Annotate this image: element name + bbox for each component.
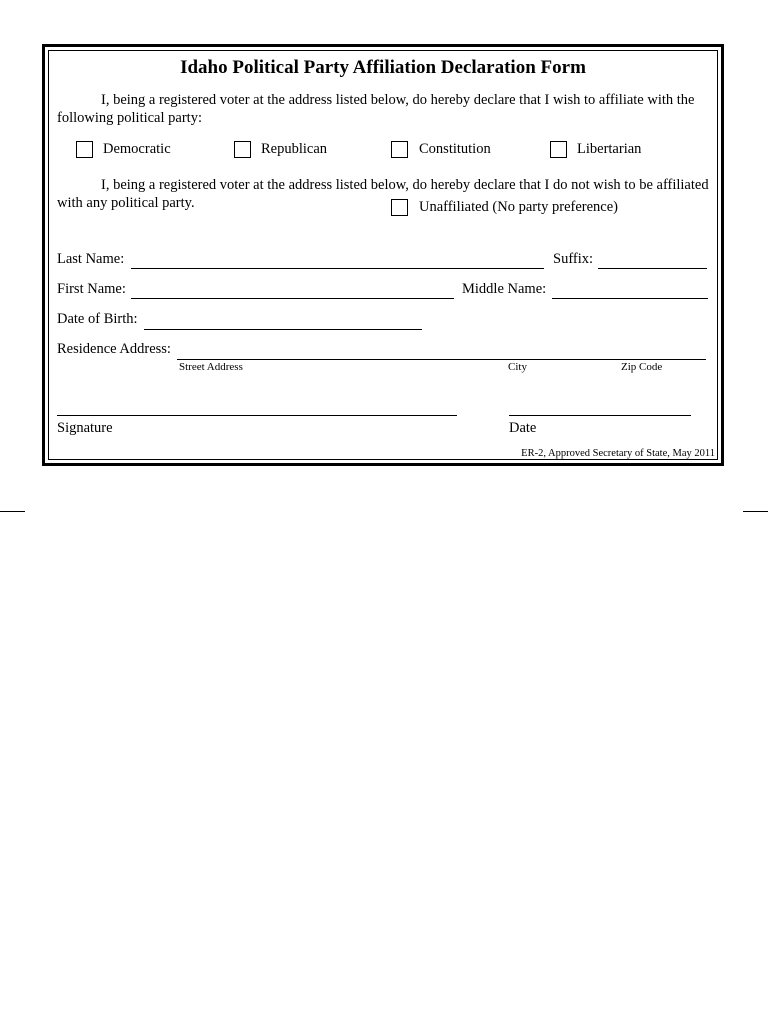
unaffiliated-statement-text: I, being a registered voter at the address listed below, do hereby declare that I do not wish to be affiliated with any political party. <box>57 177 709 211</box>
party-label-libertarian: Libertarian <box>577 141 642 157</box>
date-line[interactable] <box>509 415 691 416</box>
street-address-caption: Street Address <box>179 361 243 373</box>
date-of-birth-line[interactable] <box>144 329 422 330</box>
signature-line[interactable] <box>57 415 457 416</box>
form-card <box>42 44 724 466</box>
date-of-birth-label: Date of Birth: <box>57 311 138 327</box>
city-caption: City <box>508 361 527 373</box>
unaffiliated-label: Unaffiliated (No party preference) <box>419 199 618 215</box>
first-name-label: First Name: <box>57 281 126 297</box>
party-label-republican: Republican <box>261 141 328 157</box>
form-title: Idaho Political Party Affiliation Declaration Form <box>180 57 586 78</box>
first-name-line[interactable] <box>131 298 454 299</box>
form-footer-note: ER-2, Approved Secretary of State, May 2011 <box>521 448 715 459</box>
signature-label: Signature <box>57 420 113 436</box>
checkbox-libertarian[interactable] <box>550 141 567 158</box>
date-label: Date <box>509 420 537 436</box>
checkbox-republican[interactable] <box>234 141 251 158</box>
last-name-label: Last Name: <box>57 251 125 267</box>
party-label-constitution: Constitution <box>419 141 491 157</box>
affiliate-statement <box>57 91 712 127</box>
checkbox-constitution[interactable] <box>391 141 408 158</box>
residence-address-label: Residence Address: <box>57 341 171 357</box>
checkbox-unaffiliated[interactable] <box>391 199 408 216</box>
checkbox-democratic[interactable] <box>76 141 93 158</box>
affiliate-statement-text: I, being a registered voter at the address listed below, do hereby declare that I wish to affiliate with the following political party: <box>57 92 695 126</box>
last-name-line[interactable] <box>131 268 544 269</box>
party-label-democratic: Democratic <box>103 141 171 157</box>
cut-mark-right <box>743 511 768 512</box>
cut-mark-left <box>0 511 25 512</box>
suffix-label: Suffix: <box>553 251 594 267</box>
residence-address-line[interactable] <box>177 359 706 360</box>
suffix-line[interactable] <box>598 268 707 269</box>
middle-name-line[interactable] <box>552 298 708 299</box>
middle-name-label: Middle Name: <box>462 281 547 297</box>
zip-code-caption: Zip Code <box>621 361 663 373</box>
